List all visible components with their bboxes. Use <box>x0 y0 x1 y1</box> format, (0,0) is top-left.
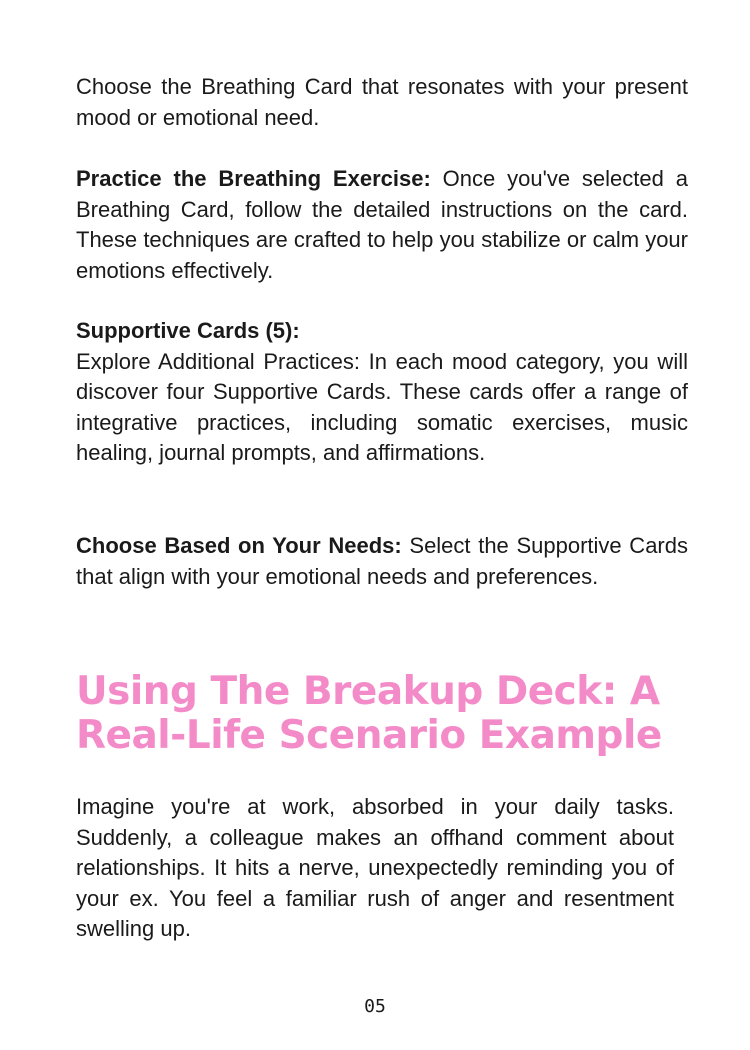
choose-card-text: Choose the Breathing Card that resonates with your present mood or emotional need. <box>76 74 688 130</box>
heading-line-1: Using The Breakup Deck: A <box>76 669 660 714</box>
practice-title: Practice the Breathing Exercise: <box>76 166 431 191</box>
supportive-body: Explore Additional Practices: In each mood category, you will discover four Supportive Cards. These cards offer a range of integrative practices, including somatic exercises, music healing, journal prompts, and affirmations. <box>76 348 688 465</box>
choose-needs-title: Choose Based on Your Needs: <box>76 533 402 558</box>
choose-needs-paragraph <box>76 531 688 592</box>
practice-paragraph <box>76 164 688 286</box>
page-number: 05 <box>364 996 386 1017</box>
section-heading <box>76 670 696 758</box>
practice-body: Once you've selected a Breathing Card, follow the detailed instructions on the card. These techniques are crafted to help you stabilize or calm your emotions effectively. <box>76 166 688 283</box>
scenario-text: Imagine you're at work, absorbed in your daily tasks. Suddenly, a colleague makes an offhand comment about relationships. It hits a nerve, unexpectedly reminding you of your ex. You feel a familiar rush of anger and resentment swelling up. <box>76 794 674 941</box>
supportive-title: Supportive Cards (5): <box>76 318 300 343</box>
heading-line-2: Real-Life Scenario Example <box>76 713 662 758</box>
choose-card-paragraph <box>76 72 688 133</box>
scenario-paragraph <box>76 792 674 945</box>
choose-needs-body: Select the Supportive Cards that align with your emotional needs and preferences. <box>76 533 688 589</box>
supportive-paragraph <box>76 316 688 469</box>
